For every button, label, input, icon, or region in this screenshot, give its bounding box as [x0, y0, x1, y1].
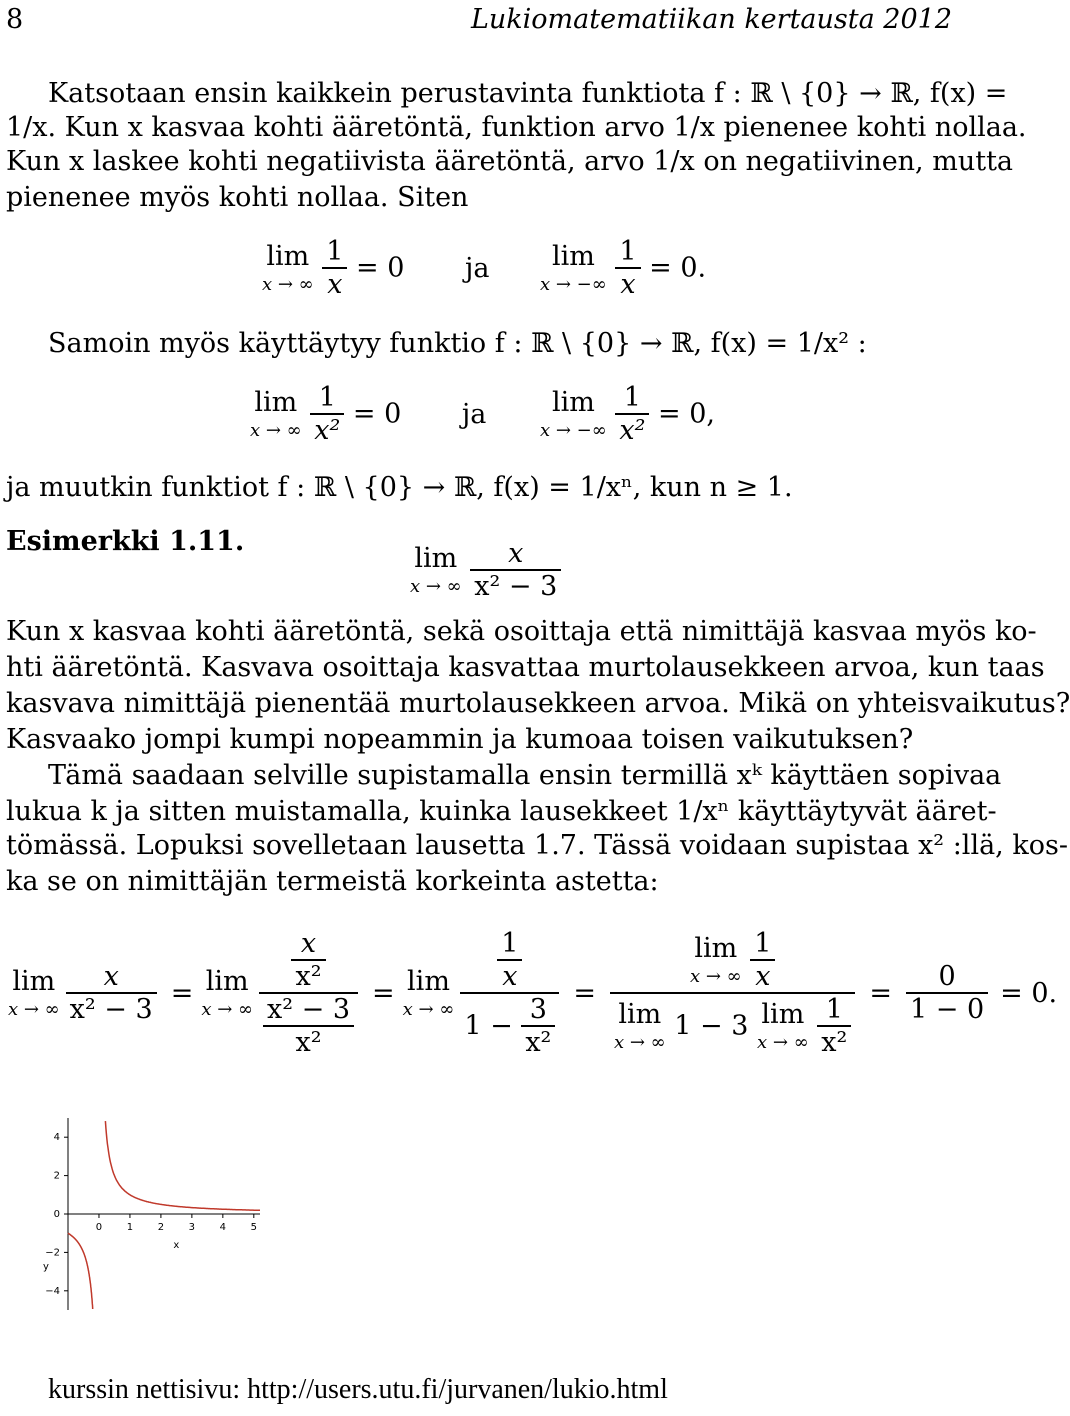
y-tick-label: 2	[53, 1170, 60, 1182]
limit-equation-1: lim x → ∞ $\frac{1}{x}$ = 0 ja	[262, 236, 490, 300]
x-tick-label: 5	[250, 1222, 257, 1233]
y-tick-label: 4	[53, 1132, 60, 1144]
para4-line1: Kun x kasvaa kohti ääretöntä, sekä osoittaja että nimittäjä kasvaa myös ko-	[6, 616, 1037, 647]
example-limit: lim x → ∞ $\frac{x}{\text{x² − 3}}$	[410, 538, 561, 602]
para4-line2: hti ääretöntä. Kasvava osoittaja kasvattaa murtolausekkeen arvoa, kun taas	[6, 652, 1045, 683]
para5-line1: Tämä saadaan selville supistamalla ensin termillä xᵏ käyttäen sopivaa	[48, 760, 1002, 791]
para1-line4: pienenee myös kohti nollaa. Siten	[6, 182, 469, 213]
para5-line3: tömässä. Lopuksi sovelletaan lausetta 1.7. Tässä voidaan supistaa x² :llä, kos-	[6, 830, 1068, 861]
example-label: Esimerkki 1.11.	[6, 526, 245, 557]
reciprocal-chart	[40, 1110, 280, 1320]
para5-line4: ka se on nimittäjän termeistä korkeinta astetta:	[6, 866, 659, 897]
para1-line3: Kun x laskee kohti negatiivista ääretöntä, arvo 1/x on negatiivinen, mutta	[6, 146, 1014, 177]
y-tick-label: −4	[45, 1285, 60, 1297]
para2: Samoin myös käyttäytyy funktio f : ℝ \ {0} → ℝ, f(x) = 1/x² :	[48, 328, 867, 359]
running-title: Lukiomatematiikan kertausta 2012	[470, 4, 952, 35]
y-tick-label: −2	[45, 1247, 60, 1259]
curve-positive-branch	[105, 1121, 260, 1210]
limit-equation-4: lim x → −∞ $\frac{1}{\text{x²}}$ = 0,	[540, 382, 715, 446]
footer-link[interactable]: kurssin nettisivu: http://users.utu.fi/jurvanen/lukio.html	[48, 1374, 668, 1405]
x-tick-label: 4	[219, 1222, 227, 1233]
big-equation: lim x → ∞ $\frac{x}{\text{x² − 3}}$ = lim x → ∞ $\frac{\frac{x}{\text{x²}}}{\frac{\text{x² − 3}}{\text{x²}}}$ = lim x → ∞ $\frac{1}{x}$ 1 − $\frac{3}{\text{x²}}$ = lim x → ∞ $\frac{1}{x}$ lim x → ∞ 1 − 3 lim x → ∞ $\frac{1}{\text{x²}}$ = $\frac{0}{1 - 0}$ = 0.	[8, 928, 1058, 1058]
para4-line4: Kasvaako jompi kumpi nopeammin ja kumoaa toisen vaikutuksen?	[6, 724, 914, 755]
para5-line2: lukua k ja sitten muistamalla, kuinka lausekkeet 1/xⁿ käyttäytyvät ääret-	[6, 796, 997, 827]
x-axis-label: x	[173, 1240, 180, 1251]
curve-negative-branch	[68, 1233, 93, 1309]
x-tick-label: 1	[126, 1222, 134, 1233]
x-tick-label: 0	[95, 1222, 103, 1233]
x-tick-label: 3	[188, 1222, 196, 1233]
para4-line3: kasvava nimittäjä pienentää murtolausekkeen arvoa. Mikä on yhteisvaikutus?	[6, 688, 1070, 719]
y-axis-label: y	[43, 1261, 49, 1273]
x-tick-label: 2	[157, 1222, 165, 1233]
y-tick-label: 0	[53, 1209, 60, 1220]
page-number: 8	[6, 4, 24, 35]
para1-line2: 1/x. Kun x kasvaa kohti ääretöntä, funktion arvo 1/x pienenee kohti nollaa.	[6, 112, 1027, 143]
para1-line1: Katsotaan ensin kaikkein perustavinta funktiota f : ℝ \ {0} → ℝ, f(x) =	[48, 78, 1008, 109]
para3: ja muutkin funktiot f : ℝ \ {0} → ℝ, f(x) = 1/xⁿ, kun n ≥ 1.	[6, 472, 793, 503]
limit-equation-3: lim x → ∞ $\frac{1}{\text{x²}}$ = 0 ja	[250, 382, 487, 446]
limit-equation-2: lim x → −∞ $\frac{1}{x}$ = 0.	[540, 236, 707, 300]
